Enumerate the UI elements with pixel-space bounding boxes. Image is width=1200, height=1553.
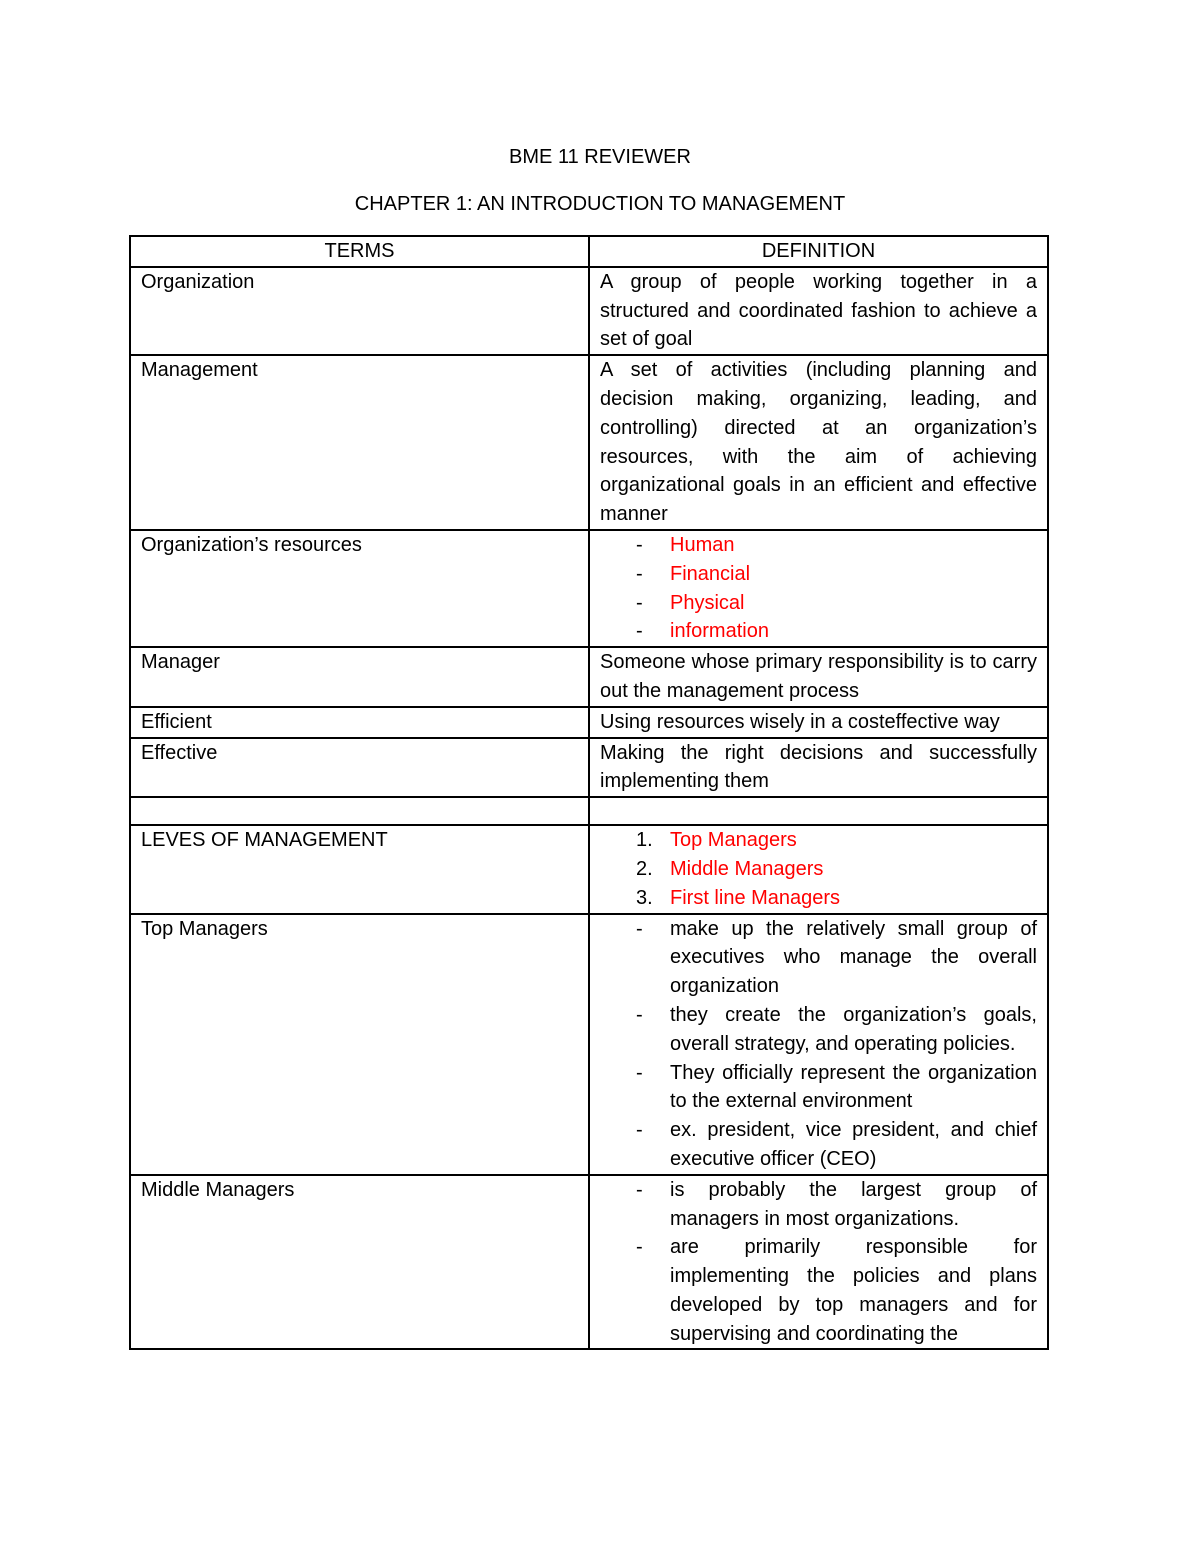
table-row (130, 530, 1048, 647)
resource-human: Human (670, 533, 735, 556)
list-item (600, 1233, 1037, 1348)
number-marker: 2. (636, 857, 653, 880)
table-header-row (130, 236, 1048, 267)
number-marker: 3. (636, 886, 653, 909)
definition-efficient: Using resources wisely in a costeffective way (589, 707, 1048, 738)
table-row (130, 738, 1048, 798)
terms-header: TERMS (130, 236, 589, 267)
resources-list (600, 531, 1037, 646)
table-row (130, 1175, 1048, 1350)
dash-marker: - (636, 591, 643, 614)
list-item (600, 826, 1037, 855)
middle-managers-point: is probably the largest group of managers in most organizations. (670, 1178, 1037, 1230)
levels-list (600, 826, 1037, 912)
dash-marker: - (636, 1178, 643, 1201)
dash-marker: - (636, 620, 643, 643)
list-item (600, 915, 1037, 1001)
chapter-title: CHAPTER 1: AN INTRODUCTION TO MANAGEMENT (354, 193, 846, 215)
blank-cell (589, 797, 1048, 825)
definition-top-managers (589, 914, 1048, 1175)
table-row (130, 267, 1048, 355)
resource-financial: Financial (670, 562, 751, 585)
dash-marker: - (636, 533, 643, 556)
table-row (130, 355, 1048, 530)
definition-organization-resources (589, 530, 1048, 647)
definition-management: A set of activities (including planning and decision making, organizing, leading, and controlling) directed at an organization’s resources, with the aim of achieving organizational goals in an efficient and effective manner (589, 355, 1048, 530)
list-item (600, 884, 1037, 913)
list-item (600, 1176, 1037, 1234)
level-middle-managers: Middle Managers (670, 857, 824, 880)
terms-table (129, 235, 1049, 1350)
term-top-managers: Top Managers (130, 914, 589, 1175)
dash-marker: - (636, 1061, 643, 1084)
term-organization: Organization (130, 267, 589, 355)
definition-manager: Someone whose primary responsibility is to carry out the management process (589, 647, 1048, 707)
term-organization-resources: Organization’s resources (130, 530, 589, 647)
dash-marker: - (636, 562, 643, 585)
level-top-managers: Top Managers (670, 829, 797, 852)
level-first-line-managers: First line Managers (670, 886, 841, 909)
term-efficient: Efficient (130, 707, 589, 738)
dash-marker: - (636, 917, 643, 940)
list-item (600, 1059, 1037, 1117)
dash-marker: - (636, 1119, 643, 1142)
term-middle-managers: Middle Managers (130, 1175, 589, 1350)
table-row (130, 707, 1048, 738)
resource-information: information (670, 620, 769, 643)
definition-organization: A group of people working together in a structured and coordinated fashion to achieve a set of goal (589, 267, 1048, 355)
list-item (600, 560, 1037, 589)
top-managers-point: they create the organization’s goals, overall strategy, and operating policies. (670, 1003, 1037, 1055)
list-item (600, 855, 1037, 884)
dash-marker: - (636, 1236, 643, 1259)
table-row (130, 825, 1048, 913)
blank-cell (130, 797, 589, 825)
definition-middle-managers (589, 1175, 1048, 1350)
middle-managers-point: are primarily responsible for implementing the policies and plans developed by top managers and for supervising and coordinating the (670, 1236, 1037, 1345)
term-effective: Effective (130, 738, 589, 798)
table-row (130, 647, 1048, 707)
definition-header: DEFINITION (589, 236, 1048, 267)
definition-levels-of-management (589, 825, 1048, 913)
list-item (600, 617, 1037, 646)
list-item (600, 531, 1037, 560)
table-row (130, 914, 1048, 1175)
list-item (600, 1116, 1037, 1174)
number-marker: 1. (636, 829, 653, 852)
page-title: BME 11 REVIEWER (509, 146, 691, 168)
term-management: Management (130, 355, 589, 530)
top-managers-point: ex. president, vice president, and chief executive officer (CEO) (670, 1119, 1037, 1170)
resource-physical: Physical (670, 591, 745, 614)
list-item (600, 1001, 1037, 1059)
list-item (600, 589, 1037, 618)
top-managers-list (600, 915, 1037, 1174)
term-levels-of-management: LEVES OF MANAGEMENT (130, 825, 589, 913)
definition-effective: Making the right decisions and successfully implementing them (589, 738, 1048, 798)
top-managers-point: They officially represent the organization to the external environment (670, 1061, 1037, 1113)
middle-managers-list (600, 1176, 1037, 1349)
top-managers-point: make up the relatively small group of executives who manage the overall organization (670, 917, 1037, 998)
term-manager: Manager (130, 647, 589, 707)
dash-marker: - (636, 1003, 643, 1026)
blank-row (130, 797, 1048, 825)
